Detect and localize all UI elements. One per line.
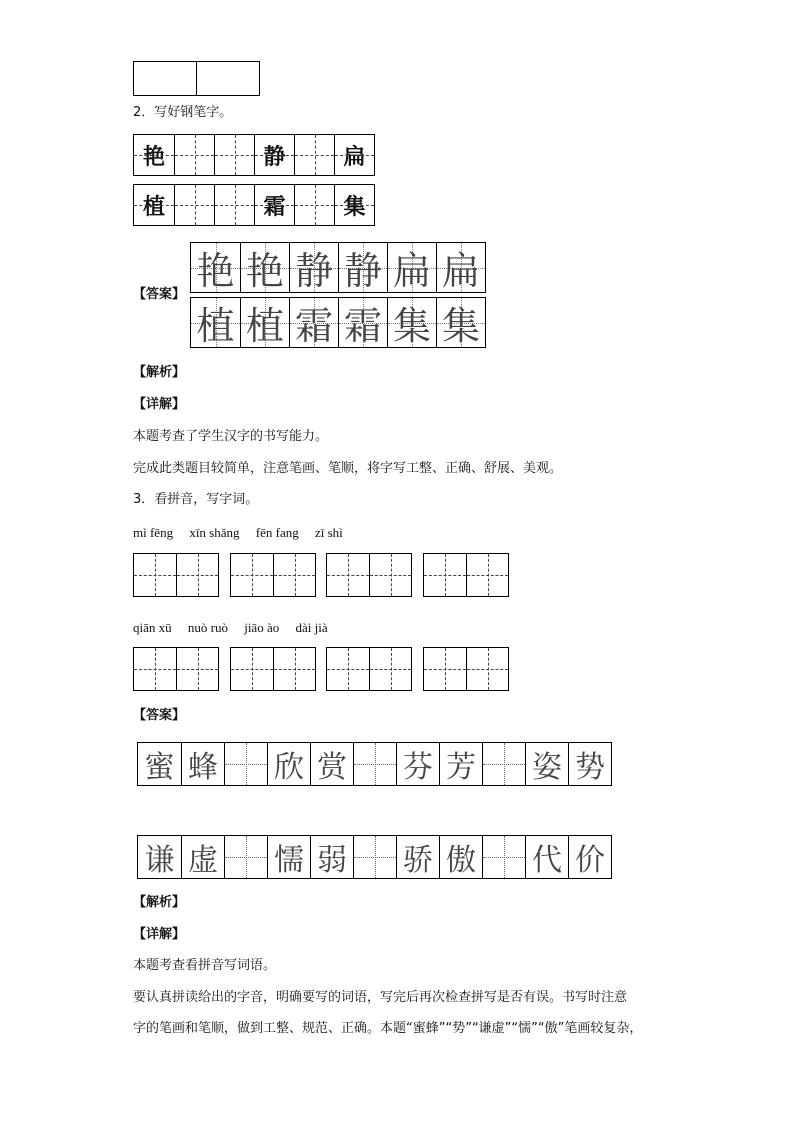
pinyin-row-2: qiān xū nuò ruò jiāo ào dài jià: [133, 620, 328, 635]
writing-box[interactable]: [230, 647, 316, 691]
answer-grid-row-2: [190, 297, 486, 348]
pinyin-row-1: mì fēng xīn shǎng fēn fang zī shì: [133, 525, 343, 540]
answer-char: 骄: [403, 843, 433, 878]
writing-box[interactable]: [133, 647, 219, 691]
writing-box[interactable]: [326, 553, 412, 597]
q3-answer-grid-row-1: [137, 742, 612, 786]
question-3-title: 3．看拼音，写字词。: [133, 492, 259, 507]
answer-char: 霜: [294, 304, 333, 348]
answer-char: 扁: [441, 249, 480, 293]
writing-box[interactable]: [230, 553, 316, 597]
answer-char: 集: [392, 304, 431, 348]
writing-box[interactable]: [423, 553, 509, 597]
practice-cell[interactable]: [174, 185, 214, 225]
answer-char: 代: [532, 843, 562, 878]
writing-box[interactable]: [423, 647, 509, 691]
practice-char: 植: [142, 194, 165, 220]
answer-char: 傲: [446, 843, 476, 878]
practice-grid-row-1: [133, 134, 375, 176]
analysis-label: 【解析】: [133, 895, 186, 910]
answer-char: 姿: [532, 750, 562, 785]
practice-cell[interactable]: [174, 135, 214, 175]
answer-char: 蜂: [188, 750, 218, 785]
answer-char: 弱: [317, 843, 347, 878]
practice-grid-row-2: [133, 184, 375, 226]
answer-label: 【答案】: [133, 287, 186, 302]
detail-text: 本题考查了学生汉字的书写能力。: [133, 429, 329, 444]
answer-char: 扁: [392, 249, 431, 293]
writing-box[interactable]: [326, 647, 412, 691]
practice-cell[interactable]: [214, 185, 254, 225]
answer-char: 芬: [403, 750, 433, 785]
detail-label: 【详解】: [133, 397, 186, 412]
answer-char: 虚: [188, 843, 218, 878]
q3-answer-grid-row-2: [137, 835, 612, 879]
detail-label: 【详解】: [133, 927, 186, 942]
analysis-label: 【解析】: [133, 365, 186, 380]
answer-char: 植: [196, 304, 235, 348]
practice-char: 艳: [142, 144, 165, 170]
answer-label: 【答案】: [133, 708, 186, 723]
detail-text: 字的笔画和笔顺，做到工整、规范、正确。本题“蜜蜂”“势”“谦虚”“懦”“傲”笔画较复杂，: [133, 1021, 643, 1036]
answer-char: 蜜: [144, 750, 175, 785]
answer-box-pair: [133, 61, 260, 96]
writing-box[interactable]: [133, 553, 219, 597]
answer-char: 集: [441, 304, 480, 348]
answer-char: 艳: [196, 249, 235, 293]
answer-char: 静: [294, 249, 333, 293]
answer-box[interactable]: [134, 62, 196, 95]
question-2-title: 2．写好钢笔字。: [133, 105, 233, 120]
practice-cell[interactable]: [294, 135, 334, 175]
answer-char: 植: [245, 304, 284, 348]
practice-cell[interactable]: [294, 185, 334, 225]
answer-char: 霜: [343, 304, 382, 348]
answer-char: 芳: [446, 750, 476, 785]
answer-char: 价: [575, 843, 605, 878]
answer-char: 谦: [144, 843, 175, 878]
practice-char: 扁: [343, 144, 366, 170]
practice-char: 静: [263, 144, 286, 170]
answer-box[interactable]: [196, 62, 259, 95]
answer-char: 艳: [245, 249, 284, 293]
answer-char: 势: [575, 750, 605, 785]
detail-text: 本题考查看拼音写词语。: [133, 958, 277, 973]
answer-grid-row-1: [190, 242, 486, 293]
answer-char: 欣: [274, 750, 304, 785]
detail-text: 完成此类题目较简单，注意笔画、笔顺，将字写工整、正确、舒展、美观。: [133, 461, 563, 476]
practice-cell[interactable]: [214, 135, 254, 175]
answer-char: 赏: [317, 750, 347, 785]
practice-char: 集: [343, 194, 366, 220]
answer-char: 懦: [274, 843, 304, 878]
answer-char: 静: [343, 249, 382, 293]
detail-text: 要认真拼读给出的字音，明确要写的词语，写完后再次检查拼写是否有误。书写时注意: [133, 990, 628, 1005]
practice-char: 霜: [263, 194, 286, 220]
